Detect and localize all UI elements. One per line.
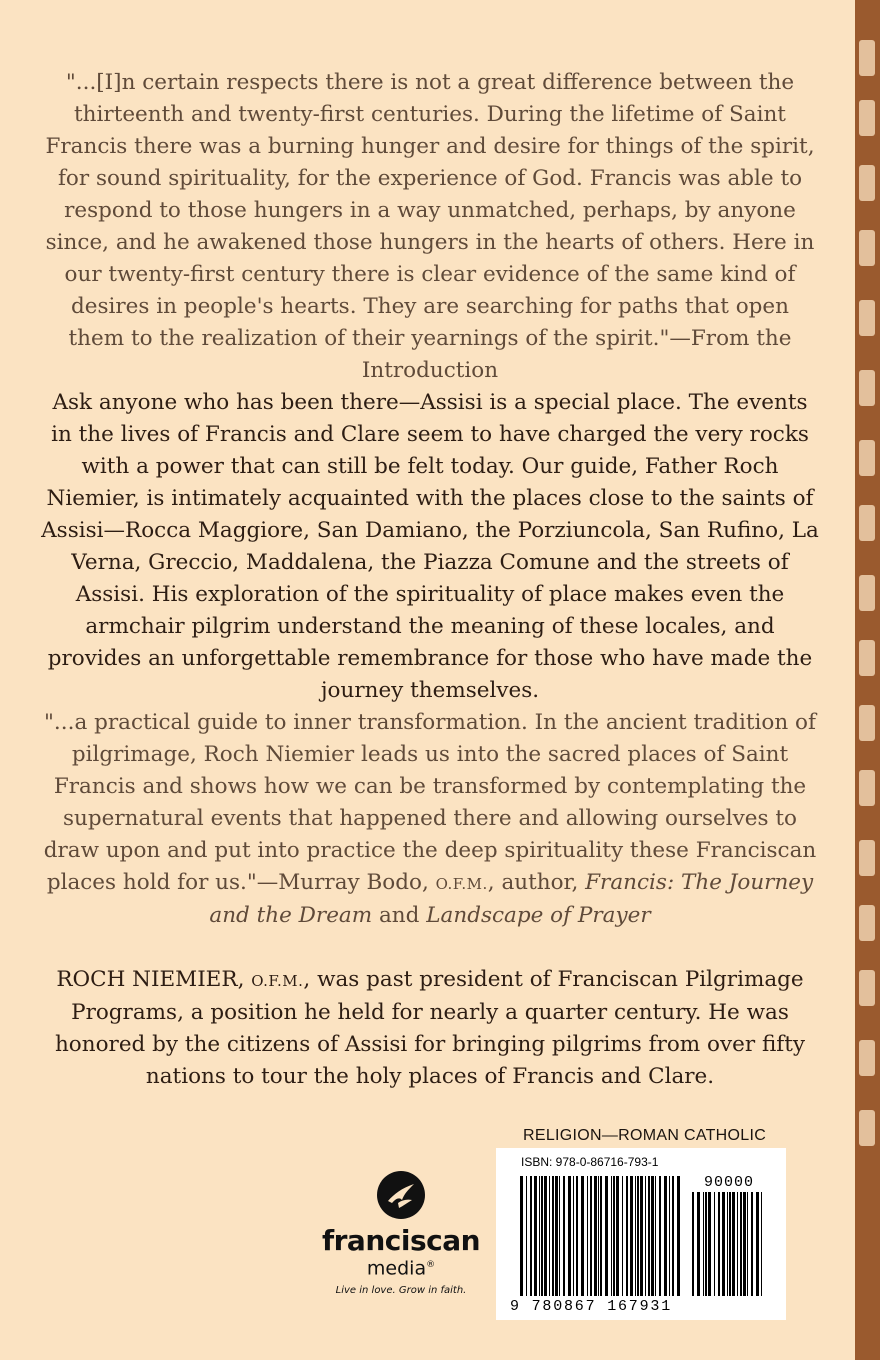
- barcode-bar: [651, 1176, 654, 1296]
- barcode-bar: [552, 1176, 554, 1296]
- isbn-label: ISBN: 978-0-86716-793-1: [521, 1155, 659, 1169]
- barcode-bar: [677, 1176, 680, 1296]
- barcode-bar: [737, 1192, 738, 1296]
- barcode-bar: [672, 1176, 674, 1296]
- publisher-sub-text: media: [366, 1257, 427, 1280]
- barcode-bar: [703, 1192, 704, 1296]
- barcode-bar: [563, 1176, 565, 1296]
- barcode-bar: [727, 1192, 728, 1296]
- barcode-bar: [581, 1176, 584, 1296]
- endorsement-and: and: [372, 903, 427, 928]
- barcode-bar: [669, 1176, 670, 1296]
- barcode-bar: [598, 1176, 599, 1296]
- barcode-bar: [549, 1176, 550, 1296]
- barcode-bar: [655, 1176, 656, 1296]
- publisher-name: franciscan: [321, 1224, 481, 1257]
- barcode-bar: [692, 1192, 694, 1296]
- book-category: RELIGION—ROMAN CATHOLIC: [523, 1127, 767, 1144]
- barcode-bar: [705, 1192, 707, 1296]
- barcode-panel: [496, 1148, 786, 1320]
- author-order: O.F.M.: [251, 972, 304, 990]
- introduction-quote: "...[I]n certain respects there is not a great difference between the thirteenth and twenty-first centuries. During the lifetime of Saint Francis there was a burning hunger and desire for things of the spirit, for sound spirituality, for the experience of God. Francis was able to respond to those hungers in a way unmatched, perhaps, by anyone since, and he awakened those hungers in the hearts of others. Here in our twenty-first century there is clear evidence of the same kind of desires in people's hearts. They are searching for paths that open them to the realization of their yearnings of the spirit."—From the Introduction: [45, 70, 815, 383]
- publisher-logo: [316, 1170, 486, 1296]
- publisher-sub: [316, 1254, 486, 1279]
- barcode-bar: [559, 1176, 560, 1296]
- barcode-bar: [708, 1192, 711, 1296]
- barcode-bar: [520, 1176, 523, 1296]
- registered-mark: ®: [426, 1260, 436, 1270]
- barcode-bar: [732, 1192, 735, 1296]
- barcode-bar: [590, 1176, 592, 1296]
- endorsement-quote: [40, 707, 820, 932]
- barcode-bar: [637, 1176, 639, 1296]
- author-bio-text: , was past president of Franciscan Pilgrimage Programs, a position he held for nearly a quarter century. He was honored by the citizens of Assisi for bringing pilgrims from over fifty nations to tour the holy places of Francis and Clare.: [54, 967, 806, 1089]
- endorsement-book-1: Francis: The Journey and the Dream: [209, 870, 814, 928]
- barcode-bar: [573, 1176, 574, 1296]
- barcode-bar: [743, 1192, 746, 1296]
- barcode-bar: [740, 1192, 742, 1296]
- barcode-bar: [626, 1176, 628, 1296]
- barcode-bar: [541, 1176, 543, 1296]
- barcode-bar: [761, 1192, 762, 1296]
- publisher-tagline: Live in love. Grow in faith.: [335, 1285, 467, 1297]
- barcode-bar: [544, 1176, 547, 1296]
- endorsement-book-2: Landscape of Prayer: [426, 903, 651, 928]
- barcode-bar: [747, 1192, 748, 1296]
- barcode-bar: [622, 1176, 623, 1296]
- barcode-bar: [648, 1176, 650, 1296]
- price-code: 90000: [703, 1174, 754, 1191]
- endorsement-text: "...a practical guide to inner transformation. In the ancient tradition of pilgrimage, Roch Niemier leads us into the sacred places of Saint Francis and shows how we can be transformed by contemplating the supernatural events that happened there and allowing ourselves to draw upon and put into practice the deep spirituality these Franciscan places hold for us."—Murray Bodo,: [43, 710, 817, 895]
- barcode-bar: [630, 1176, 633, 1296]
- endorsement-order: O.F.M.: [435, 875, 488, 893]
- author-bio: [40, 964, 820, 1093]
- barcode-bar: [722, 1192, 725, 1296]
- isbn-digits: 9 780867 167931: [509, 1298, 673, 1315]
- barcode-bar: [714, 1192, 715, 1296]
- barcode-bar: [600, 1176, 602, 1296]
- barcode-bar: [645, 1176, 646, 1296]
- barcode-bar: [718, 1192, 720, 1296]
- barcode-bar: [526, 1176, 527, 1296]
- barcode-bar: [635, 1176, 636, 1296]
- barcode-bar: [534, 1176, 537, 1296]
- publisher-dove-icon: [376, 1170, 426, 1220]
- barcode-bar: [756, 1192, 759, 1296]
- barcode-bar: [605, 1176, 608, 1296]
- barcode-bar: [697, 1192, 700, 1296]
- barcode-bar: [613, 1176, 615, 1296]
- isbn-barcode: [520, 1176, 680, 1296]
- book-description: Ask anyone who has been there—Assisi is a special place. The events in the lives of Francis and Clare seem to have charged the very rocks with a power that can still be felt today. Our guide, Father Roch Niemier, is intimately acquainted with the places close to the saints of Assisi—Rocca Maggiore, San Damiano, the Porziuncola, San Rufino, La Verna, Greccio, Maddalena, the Piazza Comune and the streets of Assisi. His exploration of the spirituality of place makes even the armchair pilgrim understand the meaning of these locales, and provides an unforgettable remembrance for those who have made the journey themselves.: [41, 390, 819, 703]
- barcode-bar: [587, 1176, 588, 1296]
- endorsement-author-tail: , author,: [487, 870, 586, 895]
- spine-title-fragment: [855, 0, 880, 1360]
- barcode-bar: [640, 1176, 643, 1296]
- price-barcode: [692, 1192, 766, 1296]
- barcode-bar: [530, 1176, 532, 1296]
- barcode-bar: [611, 1176, 612, 1296]
- barcode-bar: [616, 1176, 619, 1296]
- barcode-bar: [576, 1176, 578, 1296]
- barcode-bar: [664, 1176, 667, 1296]
- barcode-bar: [751, 1192, 753, 1296]
- barcode-bar: [555, 1176, 558, 1296]
- barcode-bar: [594, 1176, 597, 1296]
- barcode-bar: [539, 1176, 540, 1296]
- barcode-bar: [568, 1176, 571, 1296]
- barcode-bar: [659, 1176, 661, 1296]
- barcode-bar: [729, 1192, 731, 1296]
- author-name: ROCH NIEMIER,: [56, 967, 252, 992]
